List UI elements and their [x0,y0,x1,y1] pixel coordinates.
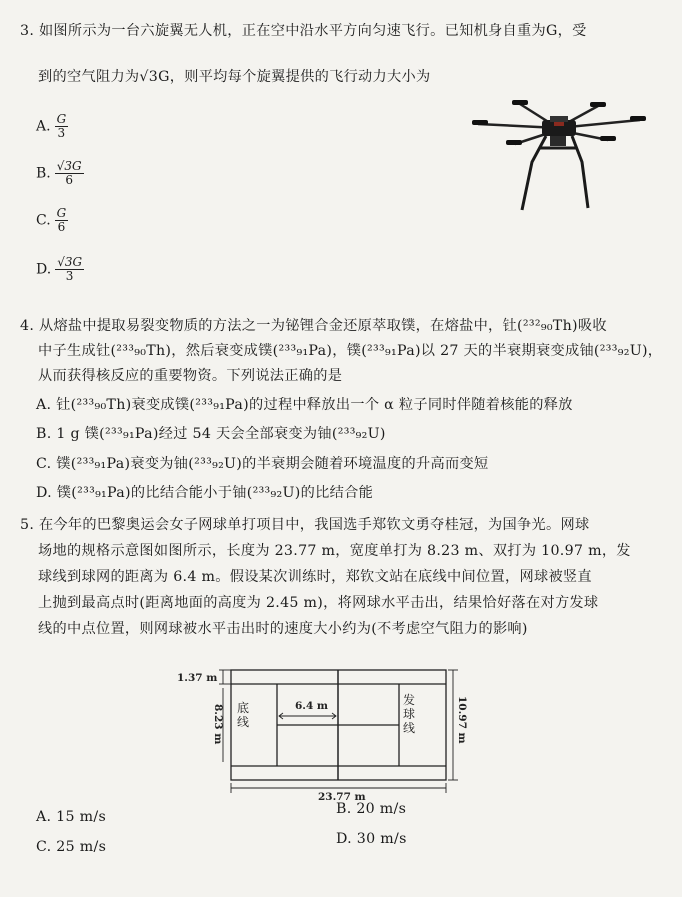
q3-stem-line1: 3. 如图所示为一台六旋翼无人机，正在空中沿水平方向匀速飞行。已知机身自重为G，受 [20,23,587,39]
q5-option-c: C. 25 m/s [36,839,107,855]
label-10-97: 10.97 m [456,696,468,744]
q3-option-b: B. $\frac{√3G}{6}$ [36,159,82,187]
q4-option-d: D. 镤(²³³₉₁Pa)的比结合能小于铀(²³³₉₂U)的比结合能 [36,485,374,501]
q5-stem-line3: 球线到球网的距离为 6.4 m。假设某次训练时，郑钦文站在底线中间位置，网球被竖直 [38,569,592,585]
tennis-court-diagram [175,660,480,800]
q4-stem-line3: 从而获得核反应的重要物资。下列说法正确的是 [38,368,343,384]
label-serviceline: 发球线 [403,693,416,735]
label-6-4: 6.4 m [295,700,329,712]
q5-stem-line4: 上抛到最高点时(距离地面的高度为 2.45 m)，将网球水平击出，结果恰好落在对方发球 [38,595,599,611]
label-23-77: 23.77 m [318,791,366,800]
q4-stem-line1: 4. 从熔盐中提取易裂变物质的方法之一为铋锂合金还原萃取镤，在熔盐中，钍(²³²₉₀Th)吸收 [20,318,607,334]
q4-option-a: A. 钍(²³³₉₀Th)衰变成镤(²³³₉₁Pa)的过程中释放出一个 α 粒子同时伴随着核能的释放 [36,397,573,413]
q4-stem-line2: 中子生成钍(²³³₉₀Th)，然后衰变成镤(²³³₉₁Pa)，镤(²³³₉₁Pa)以 27 天的半衰期衰变成铀(²³³₉₂U)， [38,343,663,359]
q4-option-c: C. 镤(²³³₉₁Pa)衰变为铀(²³³₉₂U)的半衰期会随着环境温度的升高而变短 [36,456,489,472]
q3-option-d: D. $\frac{√3G}{3}$ [36,255,83,283]
q3-option-c: C. $\frac{G}{6}$ [36,206,67,234]
q5-stem-line5: 线的中点位置，则网球被水平击出时的速度大小约为(不考虑空气阻力的影响) [38,621,528,637]
q3-option-a: A. $\frac{G}{3}$ [36,112,67,140]
q5-option-b: B. 20 m/s [336,801,407,817]
q4-option-b: B. 1 g 镤(²³³₉₁Pa)经过 54 天会全部衰变为铀(²³³₉₂U) [36,426,386,442]
label-1-37: 1.37 m [177,672,218,684]
q5-stem-line2: 场地的规格示意图如图所示，长度为 23.77 m，宽度单打为 8.23 m、双打为 10.97 m，发 [38,543,631,559]
q5-option-a: A. 15 m/s [36,809,107,825]
hexacopter-drone-image [470,92,650,217]
q5-stem-line1: 5. 在今年的巴黎奥运会女子网球单打项目中，我国选手郑钦文勇夺桂冠，为国争光。网球 [20,517,590,533]
q3-stem-line2: 到的空气阻力为√3G，则平均每个旋翼提供的飞行动力大小为 [38,69,431,85]
label-baseline: 底线 [237,701,250,729]
q5-option-d: D. 30 m/s [336,831,407,847]
label-8-23: 8.23 m [212,704,224,745]
